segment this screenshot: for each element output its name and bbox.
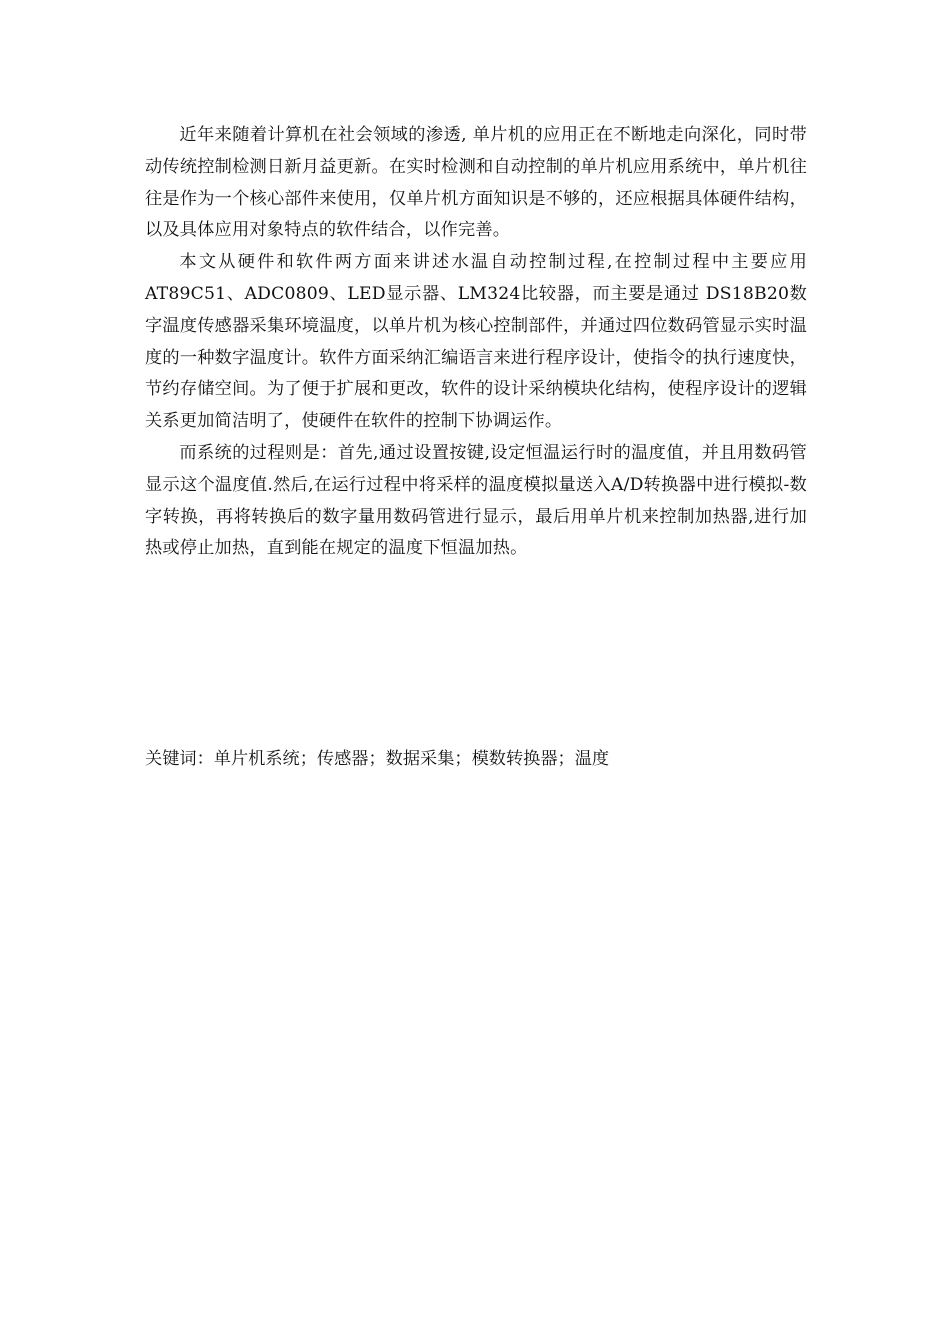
- paragraph-system-process: 而系统的过程则是：首先,通过设置按键,设定恒温运行时的温度值，并且用数码管显示这个温度值.然后,在运行过程中将采样的温度模拟量送入A/D转换器中进行模拟-数字转换，再将转换后的数字量用数码管进行显示，最后用单片机来控制加热器,进行加热或停止加热，直到能在规定的温度下恒温加热。: [145, 442, 807, 559]
- abstract-body: [145, 120, 807, 565]
- paragraph-hardware-software: 本文从硬件和软件两方面来讲述水温自动控制过程,在控制过程中主要应用AT89C51、ADC0809、LED显示器、LM324比较器，而主要是通过 DS18B20数字温度传感器采集环境温度，以单片机为核心控制部件，并通过四位数码管显示实时温度的一种数字温度计。软件方面采纳汇编语言来进行程序设计，使指令的执行速度快，节约存储空间。为了便于扩展和更改，软件的设计采纳模块化结构，使程序设计的逻辑关系更加简洁明了，使硬件在软件的控制下协调运作。: [145, 252, 807, 432]
- paragraph-intro: 近年来随着计算机在社会领域的渗透, 单片机的应用正在不断地走向深化，同时带动传统控制检测日新月益更新。在实时检测和自动控制的单片机应用系统中，单片机往往是作为一个核心部件来使用，仅单片机方面知识是不够的，还应根据具体硬件结构，以及具体应用对象特点的软件结合，以作完善。: [145, 125, 807, 241]
- keywords-line: 关键词：单片机系统；传感器；数据采集；模数转换器；温度: [145, 749, 610, 769]
